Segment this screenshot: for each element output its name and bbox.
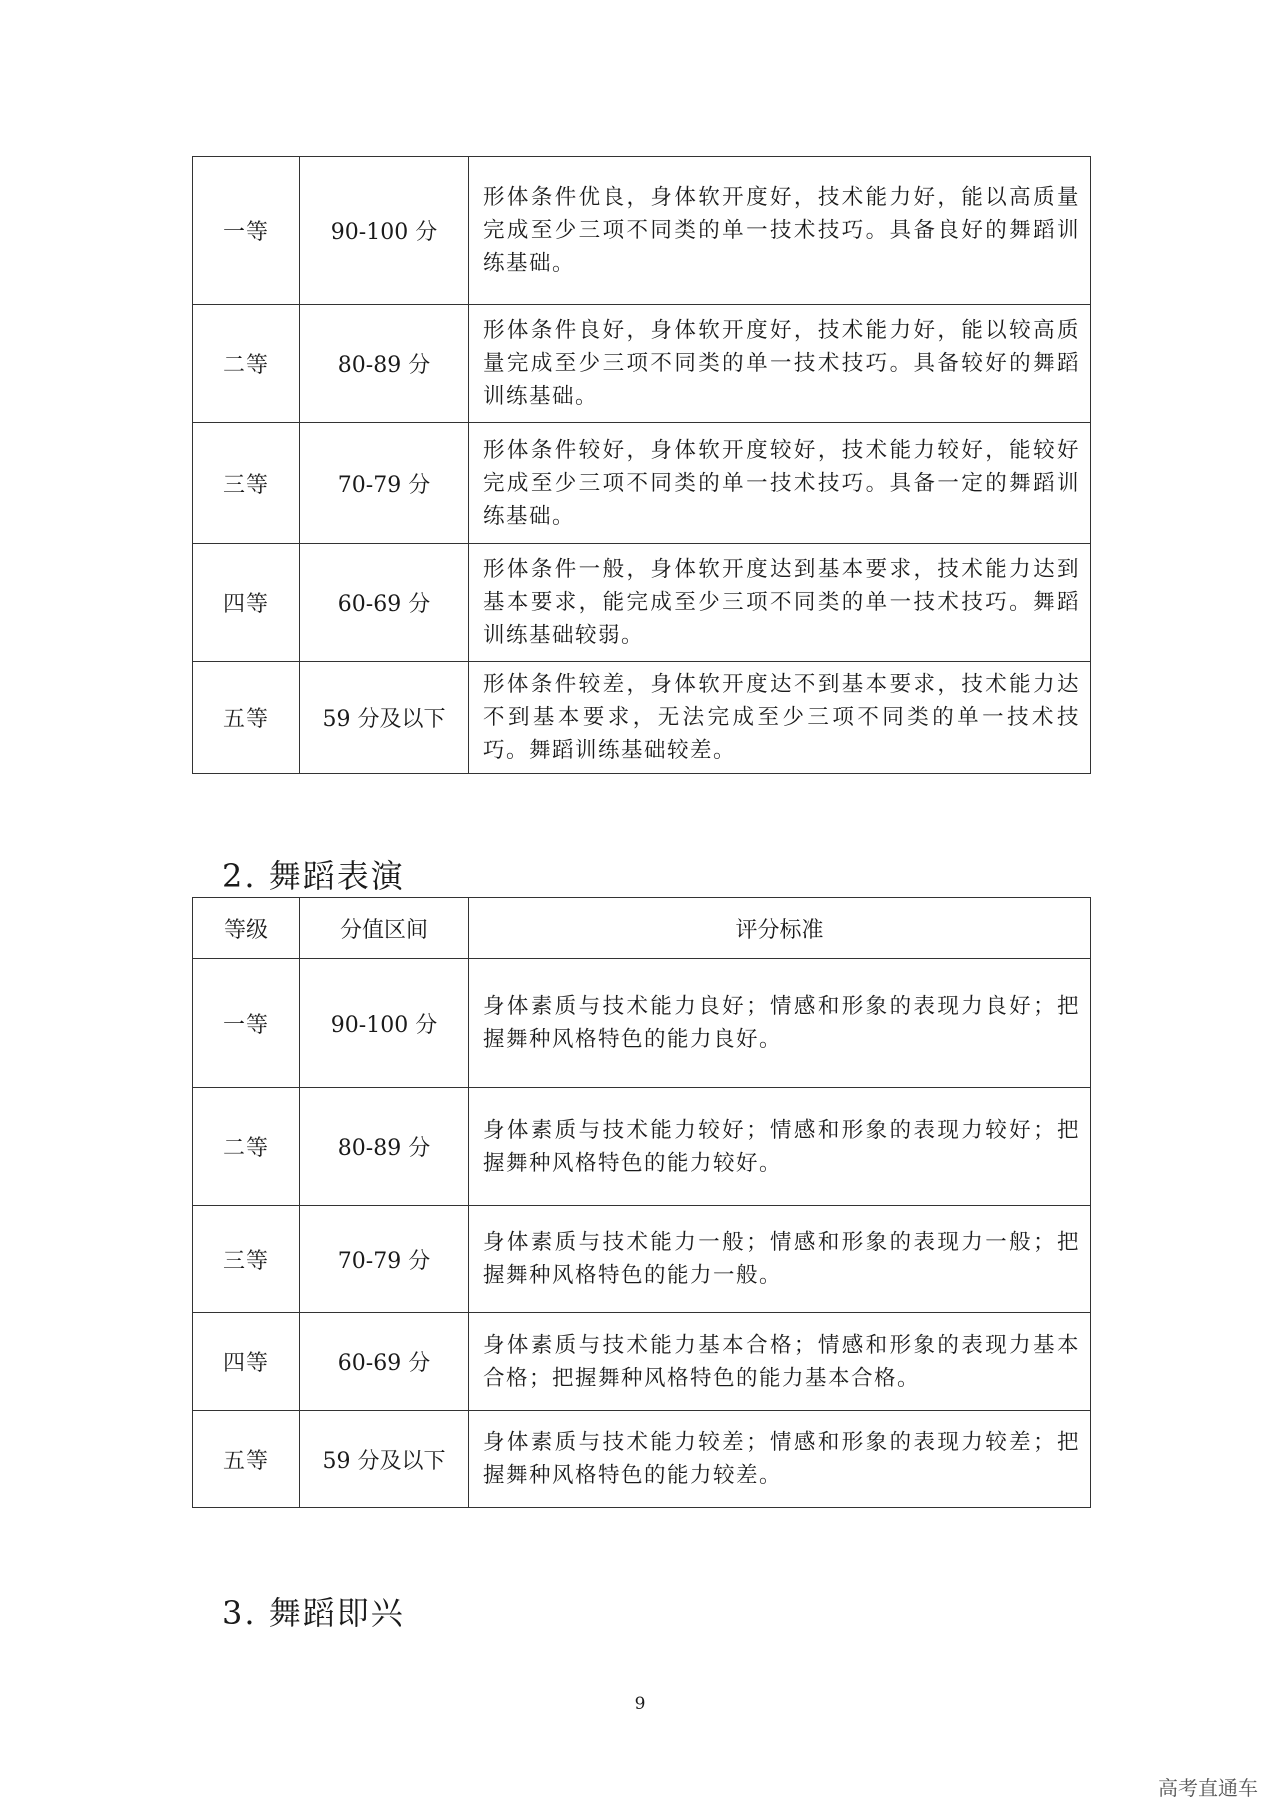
score-range: 59 分及以下 xyxy=(300,662,469,774)
table-row xyxy=(193,1313,1091,1411)
score-range: 60-69 分 xyxy=(300,1313,469,1411)
column-header-level: 等级 xyxy=(193,898,300,959)
grade-criteria: 身体素质与技术能力较差；情感和形象的表现力较差；把握舞种风格特色的能力较差。 xyxy=(469,1411,1091,1508)
table-row xyxy=(193,305,1091,423)
grade-criteria: 身体素质与技术能力良好；情感和形象的表现力良好；把握舞种风格特色的能力良好。 xyxy=(469,959,1091,1088)
table-row xyxy=(193,959,1091,1088)
grade-criteria: 身体素质与技术能力基本合格；情感和形象的表现力基本合格；把握舞种风格特色的能力基本合格。 xyxy=(469,1313,1091,1411)
table-row xyxy=(193,1411,1091,1508)
grade-level: 三等 xyxy=(193,1206,300,1313)
grade-level: 二等 xyxy=(193,305,300,423)
grade-criteria: 形体条件较好，身体软开度较好，技术能力较好，能较好完成至少三项不同类的单一技术技巧。具备一定的舞蹈训练基础。 xyxy=(469,423,1091,544)
grade-level: 五等 xyxy=(193,662,300,774)
grade-criteria: 身体素质与技术能力较好；情感和形象的表现力较好；把握舞种风格特色的能力较好。 xyxy=(469,1088,1091,1206)
watermark-text: 高考直通车 xyxy=(1158,1776,1258,1800)
table-header-row xyxy=(193,898,1091,959)
table-row xyxy=(193,157,1091,305)
grade-level: 三等 xyxy=(193,423,300,544)
grade-level: 四等 xyxy=(193,1313,300,1411)
score-range: 60-69 分 xyxy=(300,544,469,662)
table-row xyxy=(193,1206,1091,1313)
score-range: 59 分及以下 xyxy=(300,1411,469,1508)
section-heading-dance-improvisation: 3. 舞蹈即兴 xyxy=(222,1594,405,1632)
column-header-criteria: 评分标准 xyxy=(469,898,1091,959)
score-range: 80-89 分 xyxy=(300,305,469,423)
table-row xyxy=(193,423,1091,544)
grade-criteria: 身体素质与技术能力一般；情感和形象的表现力一般；把握舞种风格特色的能力一般。 xyxy=(469,1206,1091,1313)
table-row xyxy=(193,1088,1091,1206)
column-header-score: 分值区间 xyxy=(300,898,469,959)
section-heading-dance-performance: 2. 舞蹈表演 xyxy=(222,857,405,895)
grade-criteria: 形体条件较差，身体软开度达不到基本要求，技术能力达不到基本要求，无法完成至少三项不同类的单一技术技巧。舞蹈训练基础较差。 xyxy=(469,662,1091,774)
grading-table-performance xyxy=(192,897,1091,1508)
table-row xyxy=(193,662,1091,774)
grade-criteria: 形体条件一般，身体软开度达到基本要求，技术能力达到基本要求，能完成至少三项不同类的单一技术技巧。舞蹈训练基础较弱。 xyxy=(469,544,1091,662)
score-range: 90-100 分 xyxy=(300,959,469,1088)
score-range: 70-79 分 xyxy=(300,423,469,544)
grade-criteria: 形体条件良好，身体软开度好，技术能力好，能以较高质量完成至少三项不同类的单一技术技巧。具备较好的舞蹈训练基础。 xyxy=(469,305,1091,423)
page-number: 9 xyxy=(634,1694,646,1714)
grading-table-technique xyxy=(192,156,1091,774)
grade-level: 二等 xyxy=(193,1088,300,1206)
grade-level: 一等 xyxy=(193,157,300,305)
score-range: 70-79 分 xyxy=(300,1206,469,1313)
score-range: 80-89 分 xyxy=(300,1088,469,1206)
grade-level: 五等 xyxy=(193,1411,300,1508)
grade-level: 四等 xyxy=(193,544,300,662)
grade-criteria: 形体条件优良，身体软开度好，技术能力好，能以高质量完成至少三项不同类的单一技术技巧。具备良好的舞蹈训练基础。 xyxy=(469,157,1091,305)
grade-level: 一等 xyxy=(193,959,300,1088)
score-range: 90-100 分 xyxy=(300,157,469,305)
table-row xyxy=(193,544,1091,662)
